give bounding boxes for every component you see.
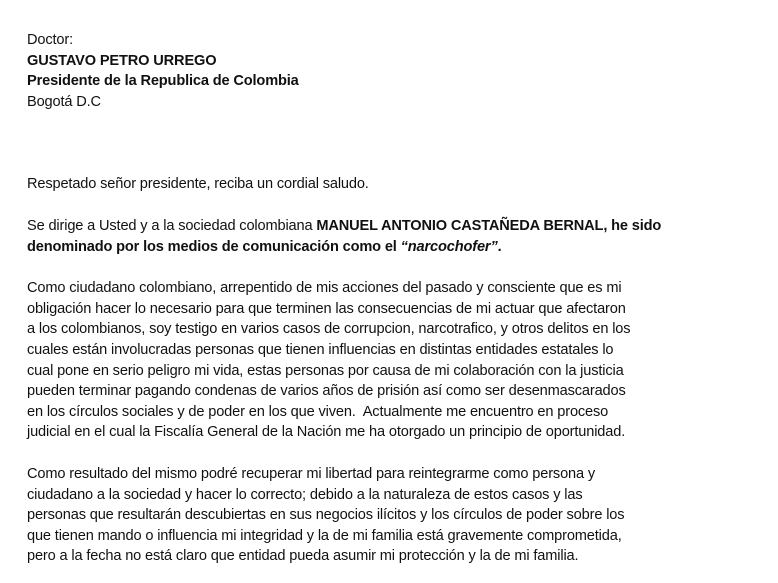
letter-document	[27, 30, 747, 567]
paragraph-line: Como ciudadano colombiano, arrepentido de mis acciones del pasado y consciente que es mi	[27, 280, 622, 297]
paragraph-line: a los colombianos, soy testigo en varios casos de corrupcion, narcotrafico, y otros delitos en los	[27, 321, 631, 338]
paragraph-line: ciudadano a la sociedad y hacer lo correcto; debido a la naturaleza de estos casos y las	[27, 486, 583, 503]
paragraph-line: obligación hacer lo necesario para que terminen las consecuencias de mi actuar que afectaron	[27, 300, 626, 317]
body-paragraph-1	[27, 278, 747, 443]
sender-name: MANUEL ANTONIO CASTAÑEDA BERNAL, he sido	[316, 217, 662, 234]
intro-bold-text: denominado por los medios de comunicación como el	[27, 238, 401, 255]
paragraph-line: cuales están involucradas personas que tienen influencias en distintas entidades estatales lo	[27, 341, 614, 358]
addressee-name: GUSTAVO PETRO URREGO	[27, 52, 217, 69]
paragraph-line: judicial en el cual la Fiscalía General de la Nación me ha otorgado un principio de oportunidad.	[27, 424, 626, 441]
greeting-line: Respetado señor presidente, reciba un cordial saludo.	[27, 176, 369, 193]
addressee-position: Presidente de la Republica de Colombia	[27, 73, 299, 90]
paragraph-line: que tienen mando o influencia mi integridad y la de mi familia está gravemente comprometida,	[27, 527, 622, 544]
nickname: “narcochofer”	[400, 238, 498, 255]
addressee-block	[27, 30, 747, 112]
intro-paragraph	[27, 216, 747, 257]
paragraph-line: personas que resultarán descubiertas en sus negocios ilícitos y los círculos de poder sobre los	[27, 507, 625, 524]
paragraph-line: pueden terminar pagando condenas de varios años de prisión así como ser desenmascarados	[27, 383, 626, 400]
paragraph-line: Como resultado del mismo podré recuperar mi libertad para reintegrarme como persona y	[27, 465, 596, 482]
paragraph-line: cual pone en serio peligro mi vida, estas personas por causa de mi colaboración con la justicia	[27, 362, 624, 379]
intro-period: .	[497, 238, 502, 255]
paragraph-line: pero a la fecha no está claro que entidad pueda asumir mi protección y la de mi familia.	[27, 548, 579, 565]
body-paragraph-2	[27, 464, 747, 567]
salutation: Doctor:	[27, 32, 73, 48]
intro-text: Se dirige a Usted y a la sociedad colombiana	[27, 217, 317, 234]
addressee-city: Bogotá D.C	[27, 93, 101, 110]
paragraph-line: en los círculos sociales y de poder en los que viven. Actualmente me encuentro en proceso	[27, 403, 609, 420]
